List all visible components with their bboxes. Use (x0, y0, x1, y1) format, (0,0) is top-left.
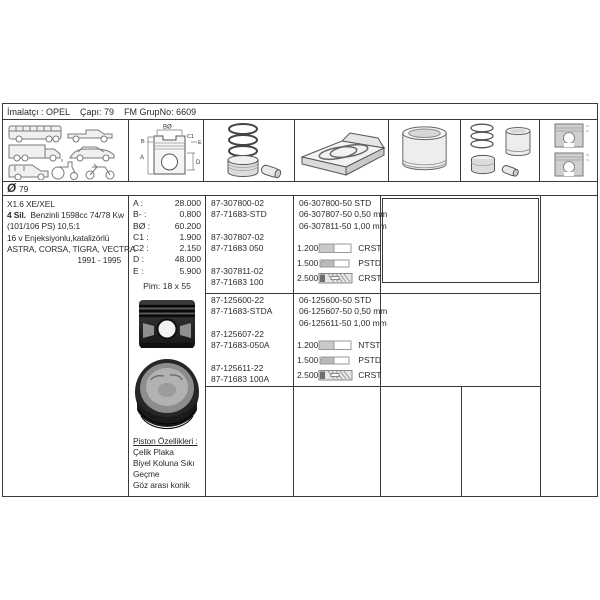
piston-top-photo (133, 356, 201, 430)
piston-features-title: Piston Özellikleri : (133, 436, 198, 446)
diagram-label-c1: C1 (187, 133, 195, 140)
dim-row: A : 28.000 (133, 198, 201, 208)
dim-row: E : 5.900 (133, 265, 201, 276)
ring-row: 1.200 NT ST (297, 340, 381, 351)
liner-number: 06-307800-50 STD (299, 198, 372, 208)
header-row (3, 104, 597, 120)
piston-rings-drawing (205, 121, 293, 181)
diagram-label-d: D (196, 159, 201, 166)
ring-profile-oil-control-icon (318, 369, 354, 381)
part-number: 87-71683-050A (211, 340, 270, 351)
ring-profile-taper-icon (318, 257, 354, 269)
empty-right-column (541, 196, 597, 496)
liner-number: 06-125611-50 1,00 mm (299, 317, 387, 328)
vehicle-applications-icon (3, 120, 129, 181)
sections-drawing (541, 122, 597, 180)
feature-line: Biyel Koluna Sıkı (133, 458, 195, 468)
catalog-table (2, 103, 598, 497)
kit-drawing (462, 121, 538, 181)
engine-description-cell (3, 196, 136, 496)
engine-model: X1.6 XE/XEL (7, 199, 55, 209)
part-number: 87-125611-22 (211, 362, 264, 373)
liner-number: 06-125600-50 STD (299, 295, 372, 305)
bottom-cell-divider (461, 386, 462, 496)
part-number: 87-125607-22 (211, 328, 264, 339)
dim-row: C1 : 1.900 (133, 231, 201, 242)
bore-band (3, 182, 597, 196)
part-number: 87-71683-STD (211, 209, 267, 220)
liner-number: 06-307807-50 0,50 mm (299, 209, 388, 220)
liner-number: 06-125607-50 0,50 mm (299, 306, 388, 317)
feature-line: Göz arası konik (133, 480, 190, 490)
piston-numbers-block-1 (206, 198, 293, 288)
ring-row: 2.500 CR ST (297, 370, 382, 381)
dim-row: B- : 0.800 (133, 209, 201, 220)
van-icon (9, 165, 48, 180)
liner-number: 06-307811-50 1,00 mm (299, 220, 387, 231)
diameter-label: Çapı: 79 (80, 106, 115, 117)
part-number: 87-307807-02 (211, 231, 264, 242)
diameter-symbol-icon: Ø (7, 182, 16, 195)
cylinder-liner-icon (389, 120, 461, 181)
piston-diagram (129, 121, 203, 181)
truck-icon (9, 145, 60, 161)
part-number (206, 254, 293, 265)
tractor-icon (52, 159, 78, 180)
dimensions-cell (129, 196, 206, 496)
diagram-label-bo: BØ (163, 124, 172, 130)
icon-row (3, 120, 597, 182)
piston-with-rings-icon (204, 120, 295, 181)
liner-numbers-block-2 (294, 295, 388, 383)
vehicles-drawing (6, 122, 126, 180)
part-number: 87-71683 100 (211, 277, 264, 288)
piston-sections-icon (540, 120, 597, 181)
diagram-label-e: E (198, 139, 202, 146)
part-number: 87-125600-22 (211, 295, 264, 305)
engine-power: (101/106 PS) 10,5:1 (7, 221, 81, 232)
ring-row: 2.500 CR ST (297, 273, 382, 284)
diagram-label-b: B (141, 138, 145, 145)
block-divider-1 (206, 293, 541, 294)
block-divider-2 (206, 386, 541, 387)
feature-line: Çelik Plaka (133, 447, 174, 457)
dim-row: BØ : 60.200 (133, 220, 201, 231)
dim-row: C2 : 2.150 (133, 243, 201, 254)
ring-profile-rectangular-icon (318, 242, 354, 254)
ring-set-drawing (296, 121, 388, 181)
ring-profile-oil-control-icon (318, 272, 354, 284)
part-number: 87-307800-02 (211, 198, 264, 208)
model-years: 1991 - 1995 (77, 255, 121, 266)
part-number (206, 318, 293, 329)
part-number: 87-307811-02 (211, 265, 264, 276)
pin-size: Pim: 18 x 55 (143, 281, 191, 292)
liner-numbers-cell (294, 196, 388, 496)
vehicle-models: ASTRA, CORSA, TİGRA, VECTRA (7, 243, 136, 254)
liner-drawing (389, 121, 460, 181)
part-number: 87-71683 050 (211, 243, 264, 254)
motorcycle-icon (86, 164, 114, 179)
empty-box-1 (382, 198, 539, 283)
fm-group-label: FM GrupNo: 6609 (124, 106, 197, 117)
piston-numbers-cell (206, 196, 294, 496)
engine-valvetrain: 16 v Enjeksiyonlu,katalizörlü (7, 232, 110, 243)
part-number (206, 351, 293, 362)
ring-row: 1.500 P STD (297, 355, 381, 366)
piston-dimension-diagram-icon (129, 120, 204, 181)
pickup-icon (68, 130, 112, 142)
ring-profile-taper-icon (318, 354, 354, 366)
piston-features (133, 436, 198, 491)
part-number: 87-71683 100A (211, 374, 270, 385)
ring-row: 1.200 CR ST (297, 243, 382, 254)
dim-row: D : 48.000 (133, 254, 201, 265)
diagram-label-a: A (140, 154, 145, 161)
liner-numbers-block-1 (294, 198, 388, 286)
feature-line: Geçme (133, 469, 160, 479)
bore-value: 79 (18, 183, 29, 194)
piston-liner-kit-icon (461, 120, 540, 181)
bus-icon (9, 126, 61, 142)
cylinder-count: 4 Sil. (7, 210, 26, 221)
car-icon (70, 147, 114, 161)
part-number: 87-71683-STDA (211, 306, 273, 317)
engine-spec-line: 4 Sil. Benzinli 1598cc 74/78 Kw (7, 210, 124, 221)
piston-numbers-block-2 (206, 295, 293, 385)
ring-row: 1.500 P STD (297, 258, 381, 269)
manufacturer-label: İmalatçı : OPEL (7, 106, 71, 117)
data-area (3, 196, 597, 496)
part-number (206, 221, 293, 232)
ring-set-box-icon (295, 120, 389, 181)
piston-side-photo (135, 298, 199, 352)
ring-profile-rectangular-icon (318, 339, 354, 351)
